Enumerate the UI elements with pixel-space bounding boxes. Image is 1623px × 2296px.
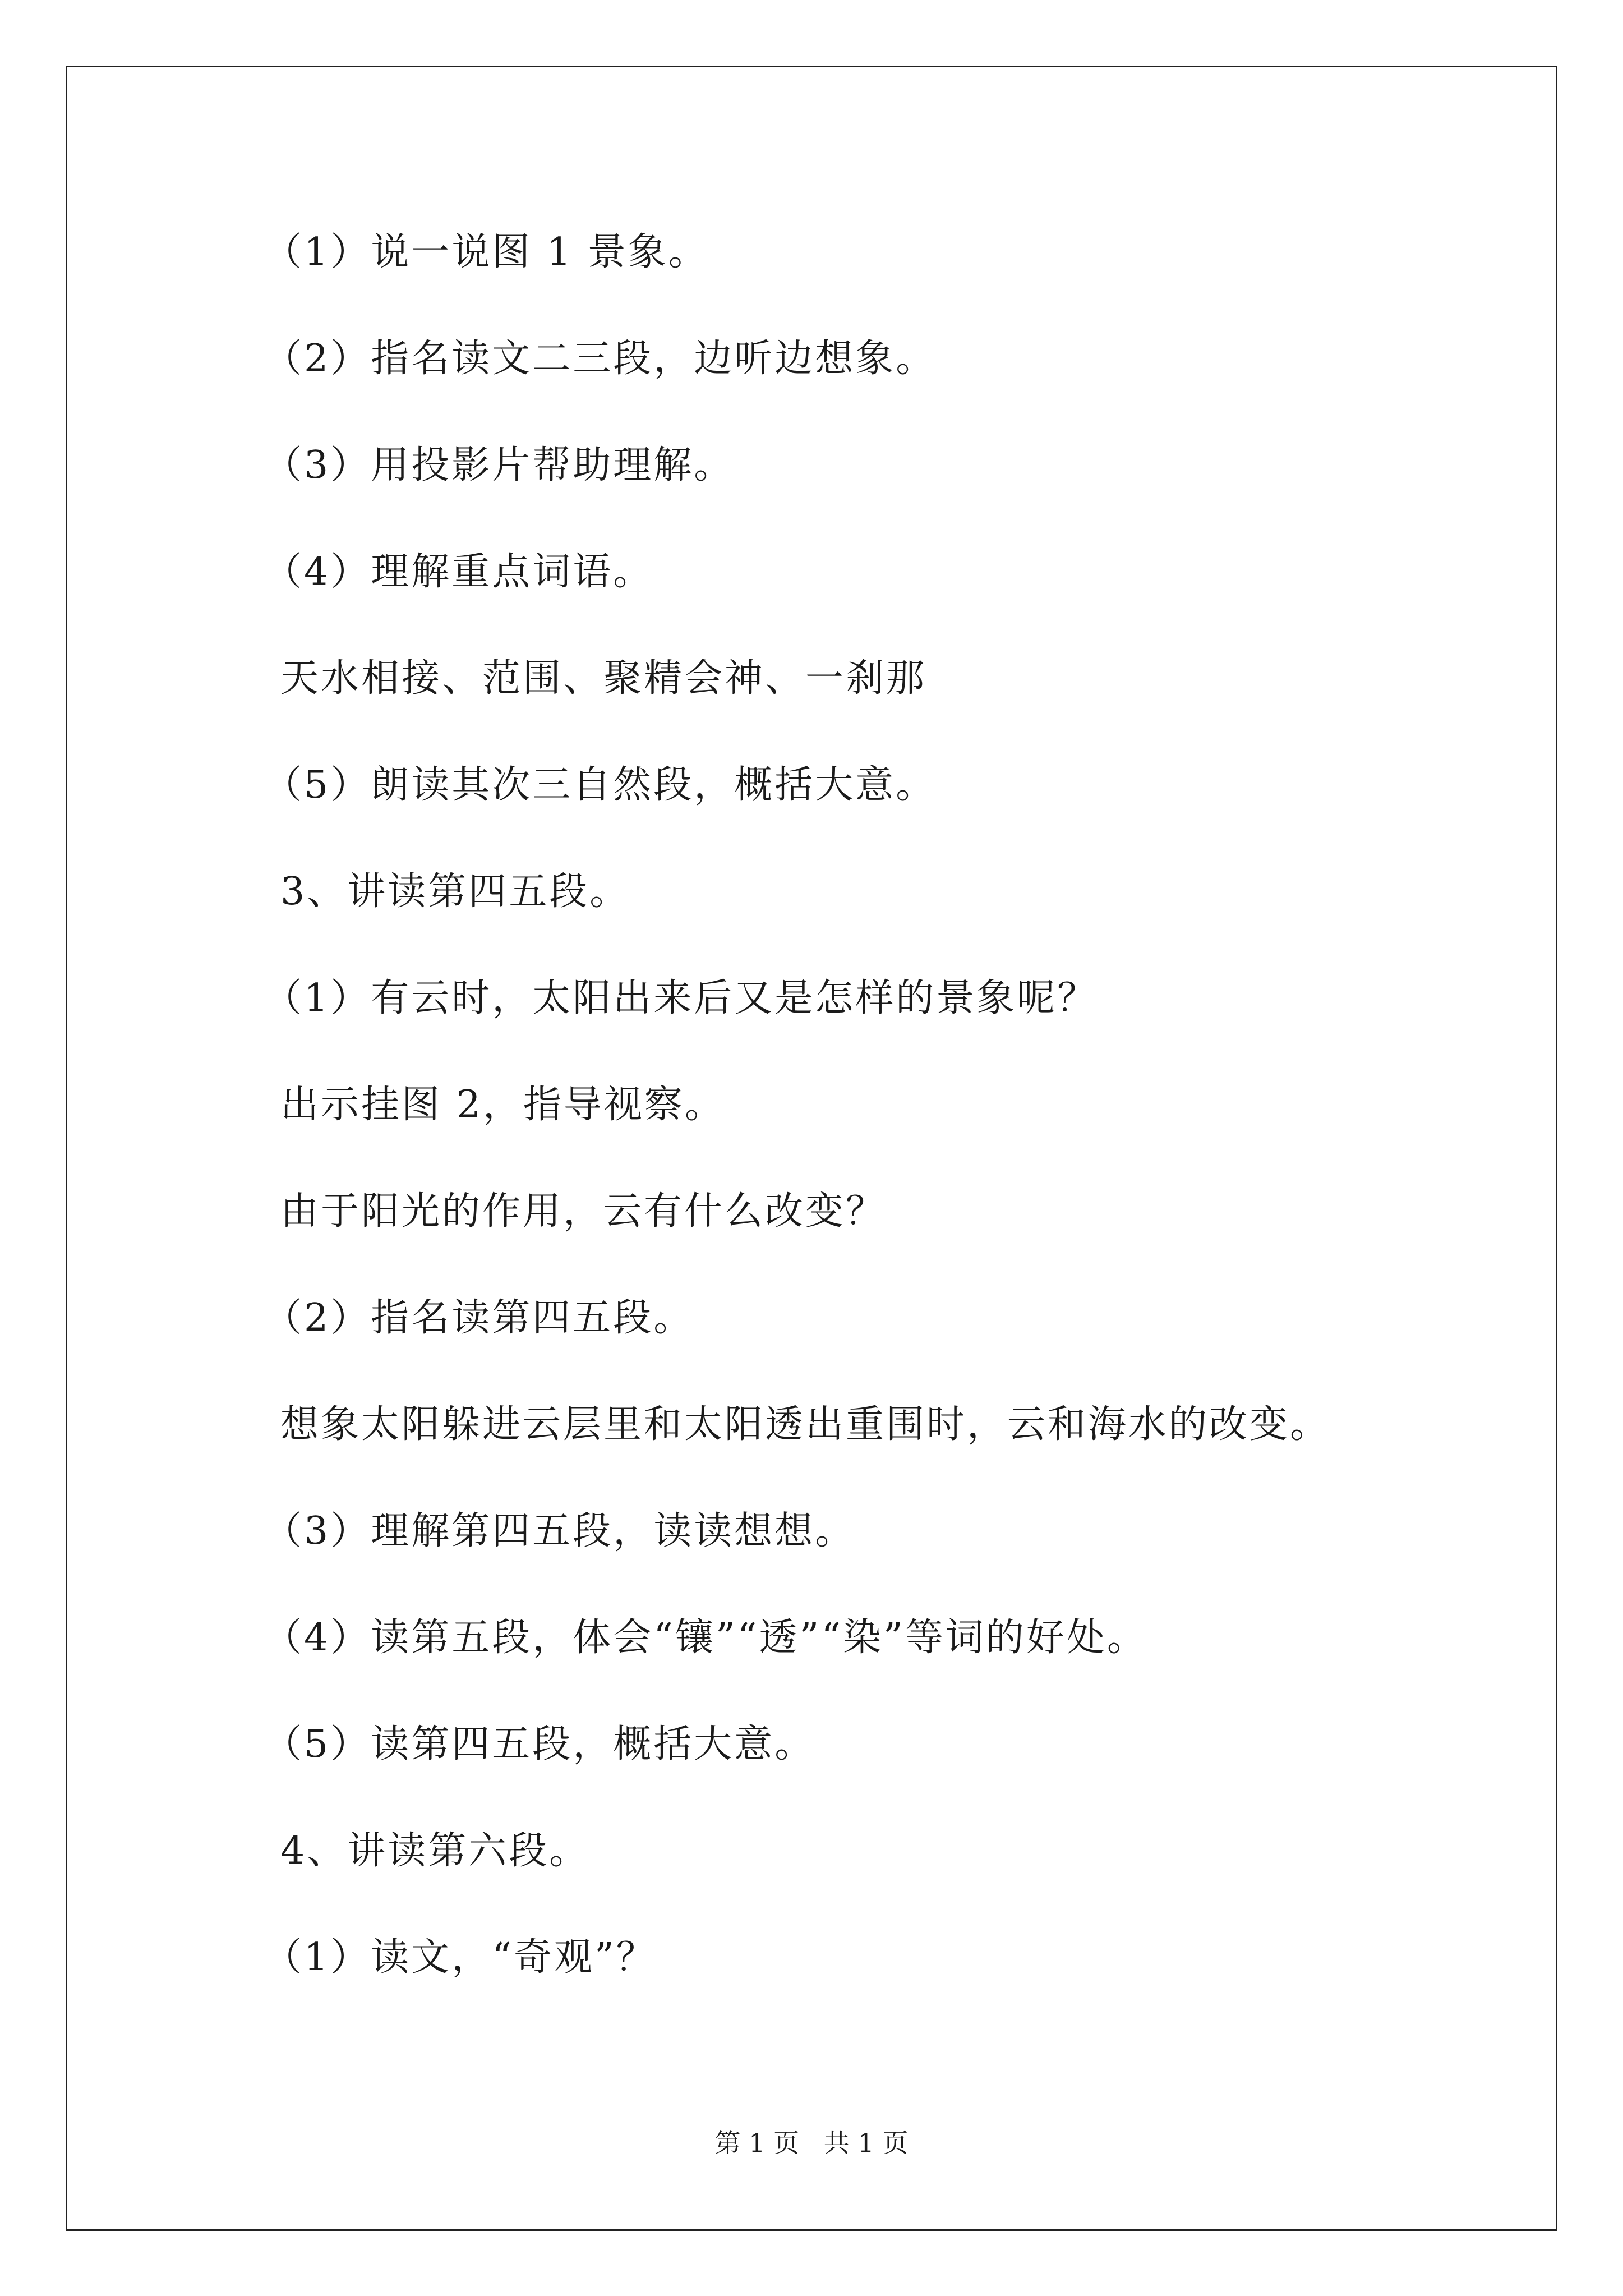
text-line-2: （2）指名读文二三段，边听边想象。 xyxy=(264,337,937,381)
text-line-1: （1）说一说图 1 景象。 xyxy=(264,230,709,274)
text-line-12: 想象太阳躲进云层里和太阳透出重围时，云和海水的改变。 xyxy=(280,1402,1331,1447)
text-line-10: 由于阳光的作用，云有什么改变？ xyxy=(280,1189,887,1234)
page-number-footer: 第 1 页 共 1 页 xyxy=(714,2128,909,2158)
section-heading-3: 3、讲读第四五段。 xyxy=(280,869,630,914)
text-line-3: （3）用投影片帮助理解。 xyxy=(264,443,735,487)
text-line-17: （1）读文，“奇观”？ xyxy=(264,1935,657,1980)
text-line-8: （1）有云时，太阳出来后又是怎样的景象呢？ xyxy=(264,976,1098,1020)
section-heading-4: 4、讲读第六段。 xyxy=(280,1829,590,1873)
text-line-5: 天水相接、范围、聚精会神、一刹那 xyxy=(280,656,927,701)
text-line-4: （4）理解重点词语。 xyxy=(264,550,654,594)
text-line-14: （4）读第五段，体会“镶”“透”“染”等词的好处。 xyxy=(264,1616,1147,1660)
text-line-11: （2）指名读第四五段。 xyxy=(264,1296,694,1340)
text-line-6: （5）朗读其次三自然段，概括大意。 xyxy=(264,763,937,807)
text-line-15: （5）读第四五段，概括大意。 xyxy=(264,1722,815,1766)
page-border xyxy=(66,66,1557,2231)
text-line-13: （3）理解第四五段，读读想想。 xyxy=(264,1509,856,1553)
text-line-9: 出示挂图 2，指导视察。 xyxy=(280,1083,725,1127)
